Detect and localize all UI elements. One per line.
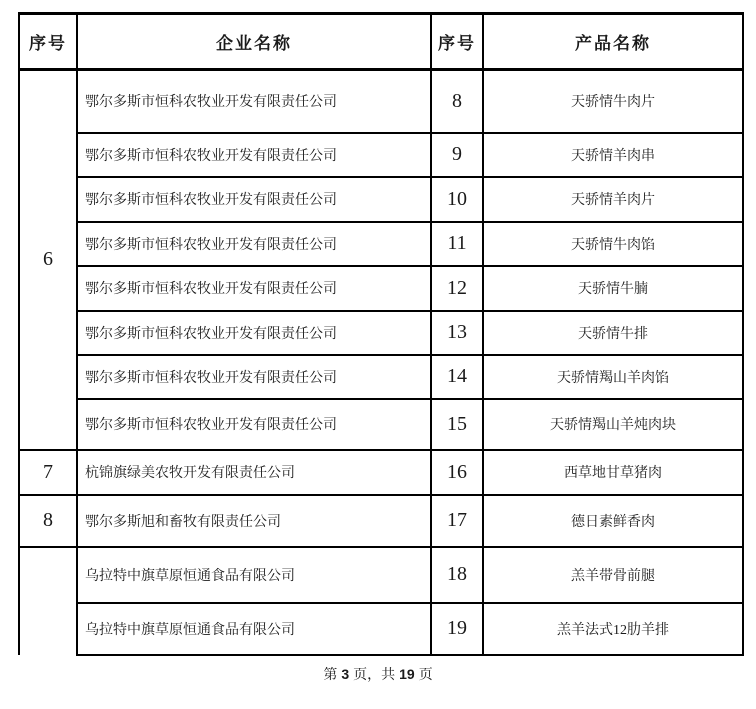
page-footer	[0, 664, 756, 684]
company-name-cell: 杭锦旗绿美农牧开发有限责任公司	[77, 450, 431, 495]
table-row	[19, 222, 743, 266]
company-name-cell: 鄂尔多斯市恒科农牧业开发有限责任公司	[77, 311, 431, 355]
product-serial-cell: 19	[431, 603, 483, 655]
header-row	[19, 14, 743, 70]
column-header-serial-right: 序号	[431, 14, 483, 70]
table-row	[19, 177, 743, 222]
product-name-cell: 天骄情牛腩	[483, 266, 743, 311]
product-serial-cell: 17	[431, 495, 483, 547]
table-row	[19, 495, 743, 547]
company-name-cell: 鄂尔多斯旭和畜牧有限责任公司	[77, 495, 431, 547]
table-row	[19, 547, 743, 603]
footer-prefix: 第	[323, 668, 338, 683]
product-name-cell: 天骄情牛肉馅	[483, 222, 743, 266]
products-table	[18, 12, 744, 656]
column-header-company: 企业名称	[77, 14, 431, 70]
product-serial-cell: 12	[431, 266, 483, 311]
footer-suffix: 页	[418, 668, 433, 683]
table-row	[19, 70, 743, 133]
group-serial-cell	[19, 547, 77, 655]
product-serial-cell: 8	[431, 70, 483, 133]
table-header	[19, 14, 743, 70]
column-header-product: 产品名称	[483, 14, 743, 70]
table-row	[19, 266, 743, 311]
company-name-cell: 乌拉特中旗草原恒通食品有限公司	[77, 547, 431, 603]
product-name-cell: 西草地甘草猪肉	[483, 450, 743, 495]
product-serial-cell: 18	[431, 547, 483, 603]
company-name-cell: 鄂尔多斯市恒科农牧业开发有限责任公司	[77, 222, 431, 266]
product-name-cell: 天骄情牛肉片	[483, 70, 743, 133]
group-serial-cell: 6	[19, 70, 77, 450]
group-serial-cell: 7	[19, 450, 77, 495]
column-header-serial-left: 序号	[19, 14, 77, 70]
table-row	[19, 450, 743, 495]
table-row	[19, 133, 743, 177]
table-row	[19, 603, 743, 655]
table-row	[19, 355, 743, 399]
product-name-cell: 天骄情羯山羊肉馅	[483, 355, 743, 399]
product-serial-cell: 16	[431, 450, 483, 495]
table-row	[19, 399, 743, 450]
product-name-cell: 天骄情牛排	[483, 311, 743, 355]
company-name-cell: 鄂尔多斯市恒科农牧业开发有限责任公司	[77, 399, 431, 450]
product-serial-cell: 11	[431, 222, 483, 266]
company-name-cell: 鄂尔多斯市恒科农牧业开发有限责任公司	[77, 177, 431, 222]
table-body	[19, 70, 743, 655]
product-name-cell: 天骄情羊肉片	[483, 177, 743, 222]
table-row	[19, 311, 743, 355]
company-name-cell: 鄂尔多斯市恒科农牧业开发有限责任公司	[77, 70, 431, 133]
product-serial-cell: 9	[431, 133, 483, 177]
product-name-cell: 天骄情羊肉串	[483, 133, 743, 177]
product-name-cell: 羔羊法式12肋羊排	[483, 603, 743, 655]
product-serial-cell: 15	[431, 399, 483, 450]
company-name-cell: 乌拉特中旗草原恒通食品有限公司	[77, 603, 431, 655]
page-number: 3	[341, 666, 350, 682]
group-serial-cell: 8	[19, 495, 77, 547]
product-name-cell: 天骄情羯山羊炖肉块	[483, 399, 743, 450]
total-pages: 19	[399, 666, 415, 682]
product-name-cell: 德日素鲜香肉	[483, 495, 743, 547]
product-serial-cell: 10	[431, 177, 483, 222]
product-serial-cell: 14	[431, 355, 483, 399]
product-serial-cell: 13	[431, 311, 483, 355]
company-name-cell: 鄂尔多斯市恒科农牧业开发有限责任公司	[77, 133, 431, 177]
product-name-cell: 羔羊带骨前腿	[483, 547, 743, 603]
company-name-cell: 鄂尔多斯市恒科农牧业开发有限责任公司	[77, 355, 431, 399]
footer-middle: 页，共	[353, 668, 396, 683]
company-name-cell: 鄂尔多斯市恒科农牧业开发有限责任公司	[77, 266, 431, 311]
